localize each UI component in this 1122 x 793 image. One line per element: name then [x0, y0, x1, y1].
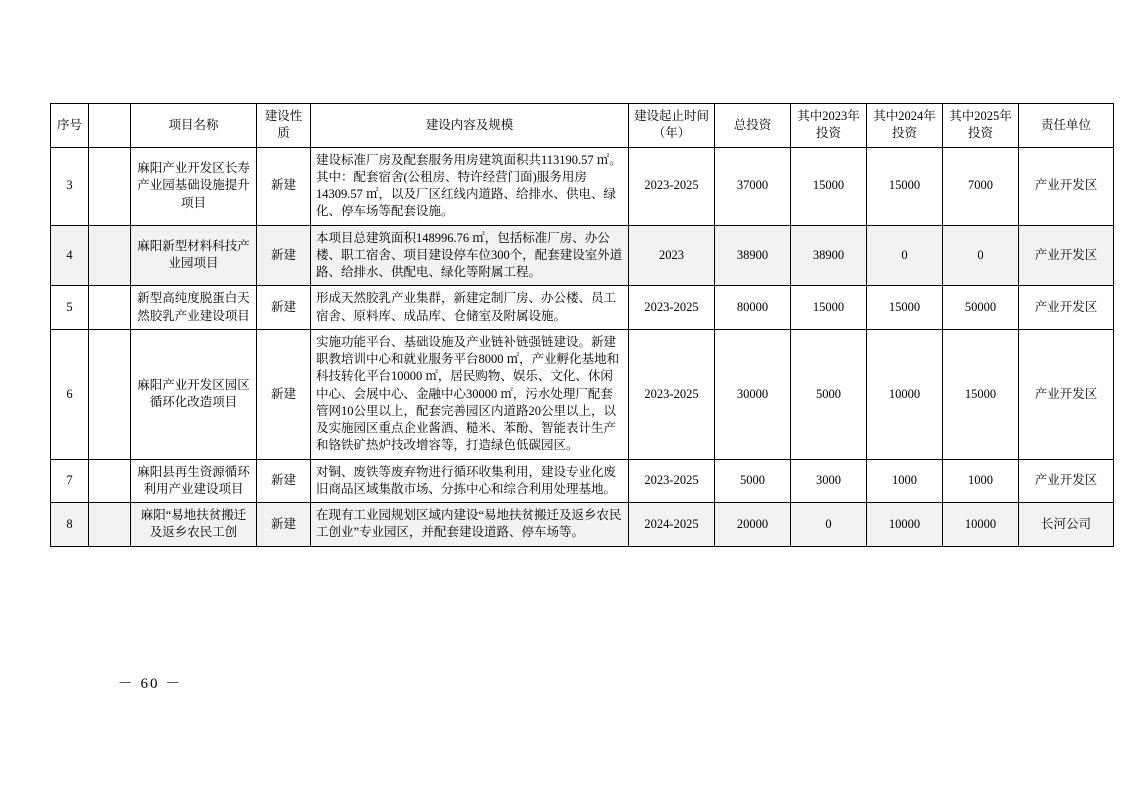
cell-nature: 新建 [257, 329, 311, 459]
column-header-project-name: 项目名称 [131, 104, 257, 148]
table-body [51, 147, 1114, 546]
column-header-period: 建设起止时间（年） [629, 104, 715, 148]
cell-seq: 7 [51, 459, 89, 503]
column-header-2024-investment: 其中2024年投资 [867, 104, 943, 148]
cell-period: 2023 [629, 225, 715, 286]
cell-2025-investment: 1000 [943, 459, 1019, 503]
cell-nature: 新建 [257, 459, 311, 503]
cell-project-name: 麻阳产业开发区长寿产业园基础设施提升项目 [131, 147, 257, 225]
cell-2023-investment: 3000 [791, 459, 867, 503]
cell-blank [89, 329, 131, 459]
cell-2024-investment: 15000 [867, 147, 943, 225]
cell-2024-investment: 15000 [867, 286, 943, 330]
cell-responsible-unit: 产业开发区 [1019, 329, 1114, 459]
cell-total-investment: 80000 [715, 286, 791, 330]
cell-seq: 4 [51, 225, 89, 286]
cell-project-name: 麻阳新型材料科技产业园项目 [131, 225, 257, 286]
page-number: － 60 － [117, 676, 183, 692]
cell-2023-investment: 15000 [791, 286, 867, 330]
cell-2024-investment: 10000 [867, 503, 943, 547]
cell-2023-investment: 38900 [791, 225, 867, 286]
cell-blank [89, 286, 131, 330]
cell-total-investment: 20000 [715, 503, 791, 547]
column-header-content: 建设内容及规模 [311, 104, 629, 148]
cell-blank [89, 503, 131, 547]
cell-blank [89, 459, 131, 503]
cell-blank [89, 225, 131, 286]
cell-period: 2023-2025 [629, 147, 715, 225]
column-header-blank [89, 104, 131, 148]
cell-project-name: 麻阳产业开发区园区循环化改造项目 [131, 329, 257, 459]
cell-project-name: 新型高纯度脱蛋白天然胶乳产业建设项目 [131, 286, 257, 330]
cell-nature: 新建 [257, 147, 311, 225]
table-row [51, 225, 1114, 286]
cell-period: 2023-2025 [629, 459, 715, 503]
table-row [51, 329, 1114, 459]
cell-content: 本项目总建筑面积148996.76 ㎡，包括标准厂房、办公楼、职工宿舍、项目建设停车位300个，配套建设室外道路、给排水、供配电、绿化等附属工程。 [311, 225, 629, 286]
cell-seq: 5 [51, 286, 89, 330]
column-header-total-investment: 总投资 [715, 104, 791, 148]
cell-period: 2023-2025 [629, 286, 715, 330]
column-header-seq: 序号 [51, 104, 89, 148]
cell-content: 建设标准厂房及配套服务用房建筑面积共113190.57 ㎡。其中：配套宿舍(公租房、特许经营门面)服务用房14309.57 ㎡，以及厂区红线内道路、给排水、供电、绿化、停车场等配套设施。 [311, 147, 629, 225]
cell-period: 2023-2025 [629, 329, 715, 459]
cell-content: 实施功能平台、基础设施及产业链补链强链建设。新建职教培训中心和就业服务平台8000 ㎡，产业孵化基地和科技转化平台10000 ㎡，居民购物、娱乐、文化、休闲中心、会展中心、金融中心30000 ㎡，污水处理厂配套管网10公里以上，配套完善园区内道路20公里以上，以及实施园区重点企业酱酒、糙米、苯酚、智能表计生产和铬铁矿热炉技改增容等，打造绿色低碳园区。 [311, 329, 629, 459]
cell-total-investment: 38900 [715, 225, 791, 286]
cell-total-investment: 37000 [715, 147, 791, 225]
cell-total-investment: 30000 [715, 329, 791, 459]
cell-nature: 新建 [257, 503, 311, 547]
column-header-2023-investment: 其中2023年投资 [791, 104, 867, 148]
cell-project-name: 麻阳“易地扶贫搬迁及返乡农民工创 [131, 503, 257, 547]
table-row [51, 503, 1114, 547]
cell-2023-investment: 5000 [791, 329, 867, 459]
cell-responsible-unit: 产业开发区 [1019, 286, 1114, 330]
cell-responsible-unit: 产业开发区 [1019, 147, 1114, 225]
cell-seq: 8 [51, 503, 89, 547]
cell-2024-investment: 1000 [867, 459, 943, 503]
project-table-container [50, 103, 1098, 547]
cell-total-investment: 5000 [715, 459, 791, 503]
cell-blank [89, 147, 131, 225]
cell-2025-investment: 50000 [943, 286, 1019, 330]
cell-nature: 新建 [257, 225, 311, 286]
cell-seq: 6 [51, 329, 89, 459]
cell-content: 形成天然胶乳产业集群，新建定制厂房、办公楼、员工宿舍、原料库、成品库、仓储室及附属设施。 [311, 286, 629, 330]
cell-responsible-unit: 产业开发区 [1019, 459, 1114, 503]
cell-2025-investment: 7000 [943, 147, 1019, 225]
cell-content: 在现有工业园规划区域内建设“易地扶贫搬迁及返乡农民工创业”专业园区，并配套建设道路、停车场等。 [311, 503, 629, 547]
cell-2025-investment: 10000 [943, 503, 1019, 547]
cell-2025-investment: 0 [943, 225, 1019, 286]
cell-seq: 3 [51, 147, 89, 225]
cell-2024-investment: 10000 [867, 329, 943, 459]
cell-nature: 新建 [257, 286, 311, 330]
cell-responsible-unit: 长河公司 [1019, 503, 1114, 547]
table-row [51, 147, 1114, 225]
project-investment-table [50, 103, 1114, 547]
cell-period: 2024-2025 [629, 503, 715, 547]
column-header-responsible-unit: 责任单位 [1019, 104, 1114, 148]
cell-2024-investment: 0 [867, 225, 943, 286]
cell-project-name: 麻阳县再生资源循环利用产业建设项目 [131, 459, 257, 503]
cell-responsible-unit: 产业开发区 [1019, 225, 1114, 286]
column-header-nature: 建设性质 [257, 104, 311, 148]
cell-content: 对铜、废铁等废弃物进行循环收集利用，建设专业化废旧商品区域集散市场、分拣中心和综合利用处理基地。 [311, 459, 629, 503]
cell-2023-investment: 15000 [791, 147, 867, 225]
cell-2025-investment: 15000 [943, 329, 1019, 459]
table-header-row [51, 104, 1114, 148]
table-row [51, 459, 1114, 503]
table-row [51, 286, 1114, 330]
column-header-2025-investment: 其中2025年投资 [943, 104, 1019, 148]
cell-2023-investment: 0 [791, 503, 867, 547]
